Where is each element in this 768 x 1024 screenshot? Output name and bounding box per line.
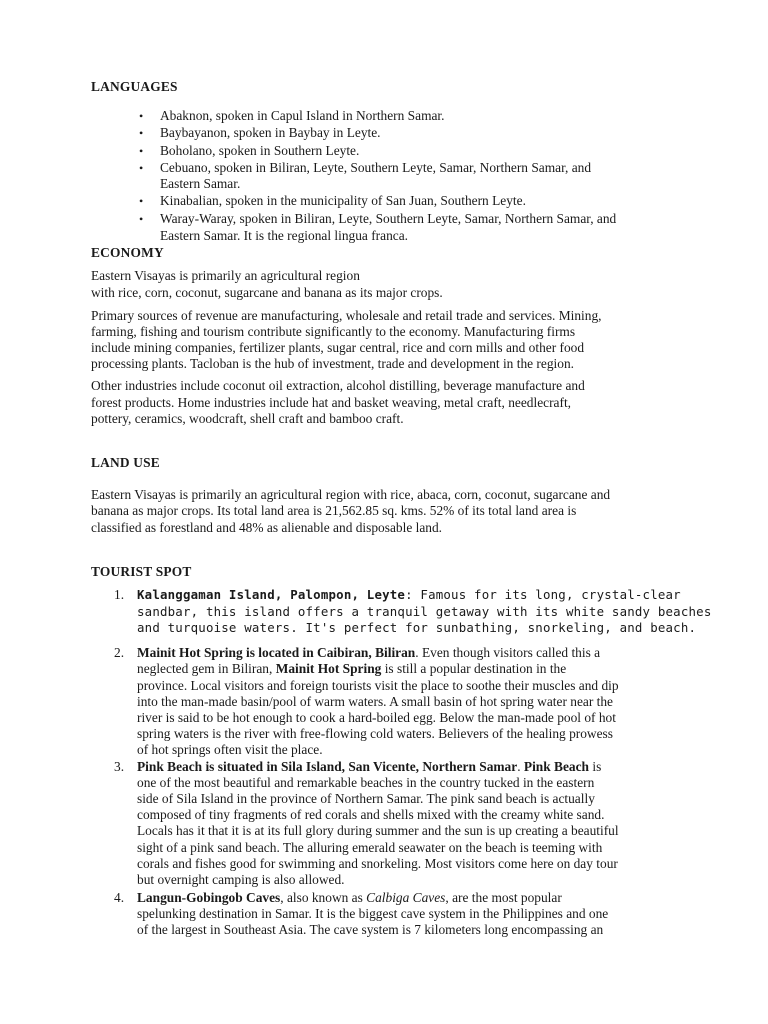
- list-item-text: Kinabalian, spoken in the municipality of San Juan, Southern Leyte.: [160, 193, 526, 208]
- list-item-text: neglected gem in Biliran,: [137, 661, 276, 676]
- bullet-icon: •: [139, 109, 144, 123]
- list-item-text: Eastern Samar. It is the regional lingua franca.: [160, 228, 409, 243]
- spot-name-bold: Pink Beach: [523, 759, 590, 774]
- list-number: 2.: [114, 645, 125, 660]
- list-item-line: of hot springs often visit the place.: [137, 742, 323, 757]
- languages-heading: LANGUAGES: [91, 79, 178, 94]
- paragraph-line: Eastern Visayas is primarily an agricultural region with rice, abaca, corn, coconut, sugarcane and: [91, 487, 611, 502]
- bullet-icon: •: [139, 161, 144, 175]
- paragraph-line: banana as major crops. Its total land area is 21,562.85 sq. kms. 52% of its total land area is: [91, 503, 577, 518]
- list-item-text: Abaknon, spoken in Capul Island in Northern Samar.: [160, 108, 445, 123]
- paragraph-line: processing plants. Tacloban is the hub of investment, trade and development in the region.: [91, 356, 574, 371]
- land-use-heading: LAND USE: [91, 455, 160, 470]
- paragraph-line: Eastern Visayas is primarily an agricultural region: [91, 268, 360, 283]
- list-item-text: .: [517, 759, 524, 774]
- paragraph-line: pottery, ceramics, woodcraft, shell craft and bamboo craft.: [91, 411, 404, 426]
- list-number: 1.: [114, 587, 125, 602]
- bullet-icon: •: [139, 194, 144, 208]
- paragraph-line: Primary sources of revenue are manufacturing, wholesale and retail trade and services. Mining,: [91, 308, 602, 323]
- list-item-line: [137, 890, 562, 906]
- list-number: 4.: [114, 890, 125, 905]
- spot-title: Langun-Gobingob Caves: [137, 890, 281, 905]
- list-item-line: sandbar, this island offers a tranquil getaway with its white sandy beaches: [137, 604, 712, 619]
- spot-name-bold: Mainit Hot Spring: [275, 661, 382, 676]
- list-item-line: river is said to be hot enough to cook a hard-boiled egg. Below the man-made pool of hot: [137, 710, 616, 725]
- paragraph-line: forest products. Home industries include hat and basket weaving, metal craft, needlecraft,: [91, 395, 572, 410]
- list-item-line: sight of a pink sand beach. The alluring emerald seawater on the beach is teeming with: [137, 840, 603, 855]
- spot-alt-name: Calbiga Caves: [366, 890, 446, 905]
- paragraph-line: include mining companies, fertilizer plants, sugar central, rice and corn mills and other food: [91, 340, 585, 355]
- list-item-text: Eastern Samar.: [160, 176, 241, 191]
- list-item-line: Locals has it that it is at its full glory during summer and the sun is up creating a beautiful: [137, 823, 619, 838]
- list-item-line: and turquoise waters. It's perfect for sunbathing, snorkeling, and beach.: [137, 620, 697, 635]
- list-item-text: , are the most popular: [445, 890, 562, 905]
- list-item-text: is: [589, 759, 602, 774]
- list-item-line: [137, 759, 601, 775]
- list-item-text: Waray-Waray, spoken in Biliran, Leyte, Southern Leyte, Samar, Northern Samar, and: [160, 211, 617, 226]
- bullet-icon: •: [139, 144, 144, 158]
- list-item-text: Cebuano, spoken in Biliran, Leyte, Southern Leyte, Samar, Northern Samar, and: [160, 160, 592, 175]
- list-item-text: : Famous for its long, crystal-clear: [405, 587, 681, 602]
- list-item-line: spring waters is the river with free-flowing cold waters. Believers of the healing prowess: [137, 726, 613, 741]
- list-item-line: province. Local visitors and foreign tourists visit the place to soothe their muscles and dip: [137, 678, 619, 693]
- economy-heading: ECONOMY: [91, 245, 164, 260]
- paragraph-line: Other industries include coconut oil extraction, alcohol distilling, beverage manufacture and: [91, 378, 585, 393]
- list-item-line: [137, 587, 681, 603]
- spot-title: Pink Beach is situated in Sila Island, San Vicente, Northern Samar: [137, 759, 518, 774]
- bullet-icon: •: [139, 126, 144, 140]
- paragraph-line: with rice, corn, coconut, sugarcane and banana as its major crops.: [91, 285, 443, 300]
- list-item-text: Baybayanon, spoken in Baybay in Leyte.: [160, 125, 381, 140]
- list-item-line: composed of tiny fragments of red corals and shells mixed with the creamy white sand.: [137, 807, 605, 822]
- spot-title: Mainit Hot Spring is located in Caibiran, Biliran: [137, 645, 416, 660]
- spot-title: Kalanggaman Island, Palompon, Leyte: [137, 587, 406, 602]
- list-item-line: into the man-made basin/pool of warm waters. A small basin of hot spring water near the: [137, 694, 613, 709]
- list-item-text: is still a popular destination in the: [381, 661, 567, 676]
- list-item-line: but overnight camping is also allowed.: [137, 872, 345, 887]
- list-item-line: one of the most beautiful and remarkable beaches in the country tucked in the eastern: [137, 775, 595, 790]
- paragraph-line: farming, fishing and tourism contribute significantly to the economy. Manufacturing firms: [91, 324, 576, 339]
- list-item-line: spelunking destination in Samar. It is the biggest cave system in the Philippines and one: [137, 906, 609, 921]
- paragraph-line: classified as forestland and 48% as alienable and disposable land.: [91, 520, 443, 535]
- list-item-text: , also known as: [280, 890, 367, 905]
- list-item-line: [137, 645, 600, 661]
- list-number: 3.: [114, 759, 125, 774]
- list-item-line: [137, 661, 566, 677]
- bullet-icon: •: [139, 212, 144, 226]
- list-item-line: of the largest in Southeast Asia. The cave system is 7 kilometers long encompassing an: [137, 922, 604, 937]
- list-item-text: . Even though visitors called this a: [415, 645, 601, 660]
- list-item-line: side of Sila Island in the province of Northern Samar. The pink sand beach is actually: [137, 791, 595, 806]
- list-item-line: corals and fishes good for swimming and snorkeling. Most visitors come here on day tour: [137, 856, 618, 871]
- tourist-spot-heading: TOURIST SPOT: [91, 564, 192, 579]
- list-item-text: Boholano, spoken in Southern Leyte.: [160, 143, 360, 158]
